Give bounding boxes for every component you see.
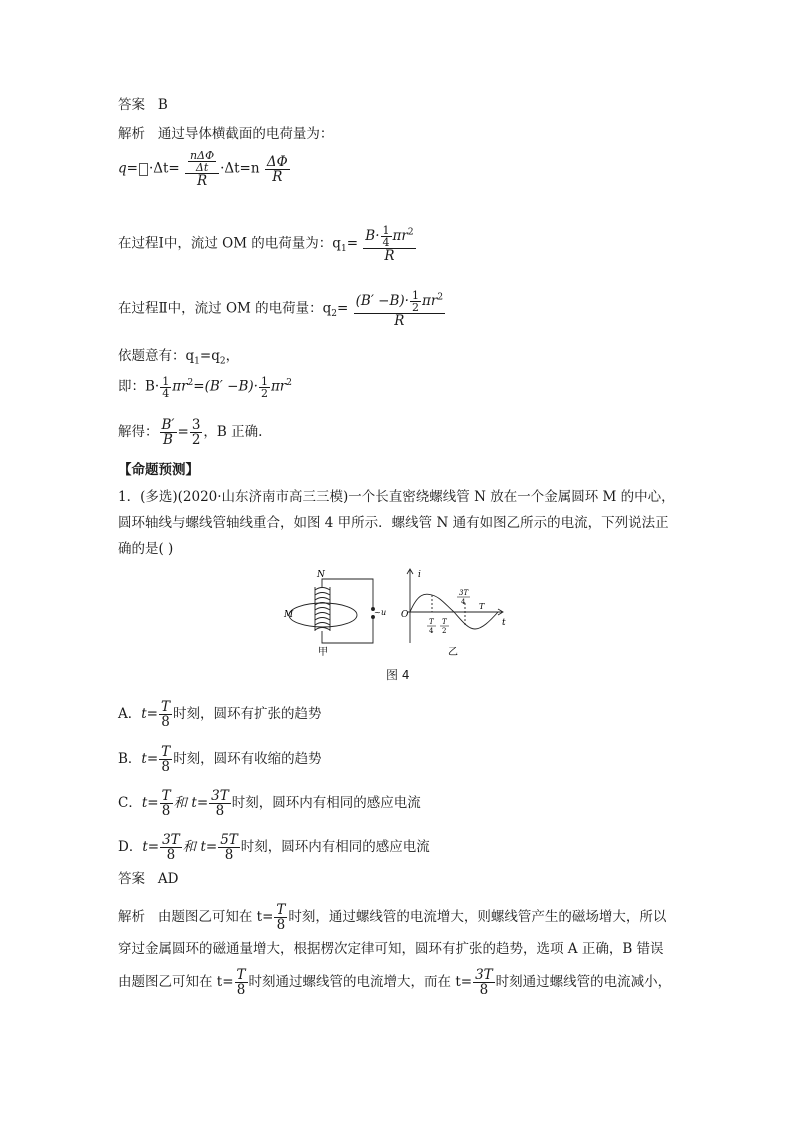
option-b: B．t= $\frac{T}{8}$ 时刻，圆环有收缩的趋势 <box>118 744 322 775</box>
eq-q: q= <box>118 160 138 177</box>
label-o: O <box>401 610 409 620</box>
missing-glyph <box>139 163 148 176</box>
eq-dt-n: ·Δt=n <box>220 160 260 177</box>
question-text: 1．(多选)(2020·山东济南市高三三模)一个长直密绕螺线管 N 放在一个金属圆环 M 的中心， 圆环轴线与螺线管轴线重合，如图 4 甲所示．螺线管 N 通有如图乙所示的电流，下列说法正 确的是( ) <box>118 489 675 557</box>
option-d: D．t= $\frac{3T}{8}$ 和 t= $\frac{5T}{8}$ 时刻，圆环内有相同的感应电流 <box>118 832 430 863</box>
tilde-u-symbol: ~ <box>374 608 381 617</box>
analysis-intro-text: 通过导体横截面的电荷量为： <box>157 126 334 142</box>
solve-line: 解得： $\frac{B'}{B}$ = $\frac{3}{2}$ ，B 正确. <box>118 417 263 448</box>
answer-label: 答案 <box>118 97 145 113</box>
label-m: M <box>284 610 294 620</box>
process1-line: 在过程Ⅰ中，流过 OM 的电荷量为：$q_1=$ B· $\frac{1}{4}$ $\pi r^2$ R <box>118 224 414 264</box>
label-t: t <box>502 618 506 628</box>
label-u: u <box>381 608 387 617</box>
eq-dt: ·Δt= <box>148 160 180 177</box>
analysis2-line3: 由题图乙可知在 t= $\frac{T}{8}$ 时刻通过螺线管的电流增大，而在 t= $\frac{3T}{8}$ 时刻通过螺线管的电流减小， <box>118 967 672 998</box>
option-a: A．t= $\frac{T}{8}$ 时刻，圆环有扩张的趋势 <box>118 699 322 730</box>
tick-3T4-num: 3T <box>459 589 469 597</box>
answer-value: B <box>157 97 168 113</box>
analysis-label: 解析 <box>118 126 145 142</box>
tick-3T4-den: 4 <box>461 598 466 606</box>
tick-T2-num: T <box>442 618 447 626</box>
tick-T2-den: 2 <box>442 627 447 635</box>
analysis2-line2: 穿过金属圆环的磁通量增大，根据楞次定律可知，圆环有扩张的趋势，选项 A 正确，B 错误 <box>118 941 664 957</box>
coil <box>315 588 330 631</box>
figure-caption: 图 4 <box>386 668 410 682</box>
tick-T4-num: T <box>429 618 434 626</box>
it-graph <box>407 569 503 643</box>
dphi-over-r: $\frac{\Delta\Phi}{R}$ <box>266 153 288 185</box>
label-n: N <box>317 570 325 580</box>
option-c: C．t= $\frac{T}{8}$ 和 t= $\frac{3T}{8}$ 时刻，圆环内有相同的感应电流 <box>118 788 421 819</box>
ie-line: 即：B· $\frac{1}{4}$ $\pi r^2=(B' -B)\cdot$ $\frac{1}{2}$ $\pi r^2$ <box>118 374 292 400</box>
condition-line: 依题意有：$q_1=q_2$， <box>118 348 240 367</box>
tick-T4-den: 4 <box>429 627 434 635</box>
process2-line: 在过程Ⅱ中，流过 OM 的电荷量：$q_2=$ (B′ −B)· $\frac{1}{2}$ $\pi r^2$ R <box>118 289 444 329</box>
label-i: i <box>418 570 421 580</box>
ring-m <box>289 603 357 627</box>
answer2-line: 答案 AD <box>118 871 179 887</box>
inner-fraction: nΔΦ Δt <box>190 149 215 174</box>
big-fraction: nΔΦ Δt R <box>185 150 219 188</box>
figure-4 <box>270 565 520 660</box>
analysis-intro <box>118 125 333 143</box>
solenoid-diagram <box>289 579 375 643</box>
q1-fraction: B· $\frac{1}{4}$ $\pi r^2$ R <box>365 224 414 264</box>
charge-equation <box>118 150 291 188</box>
analysis2-line1: 解析 由题图乙可知在 t= $\frac{T}{8}$ 时刻，通过螺线管的电流增大，则螺线管产生的磁场增大，所以 <box>118 902 667 933</box>
q2-fraction: (B′ −B)· $\frac{1}{2}$ $\pi r^2$ R <box>355 289 444 329</box>
label-jia: 甲 <box>318 647 328 658</box>
section-heading: 【命题预测】 <box>118 462 199 478</box>
answer-line <box>118 96 168 114</box>
label-T: T <box>479 602 485 611</box>
label-yi: 乙 <box>448 647 458 658</box>
